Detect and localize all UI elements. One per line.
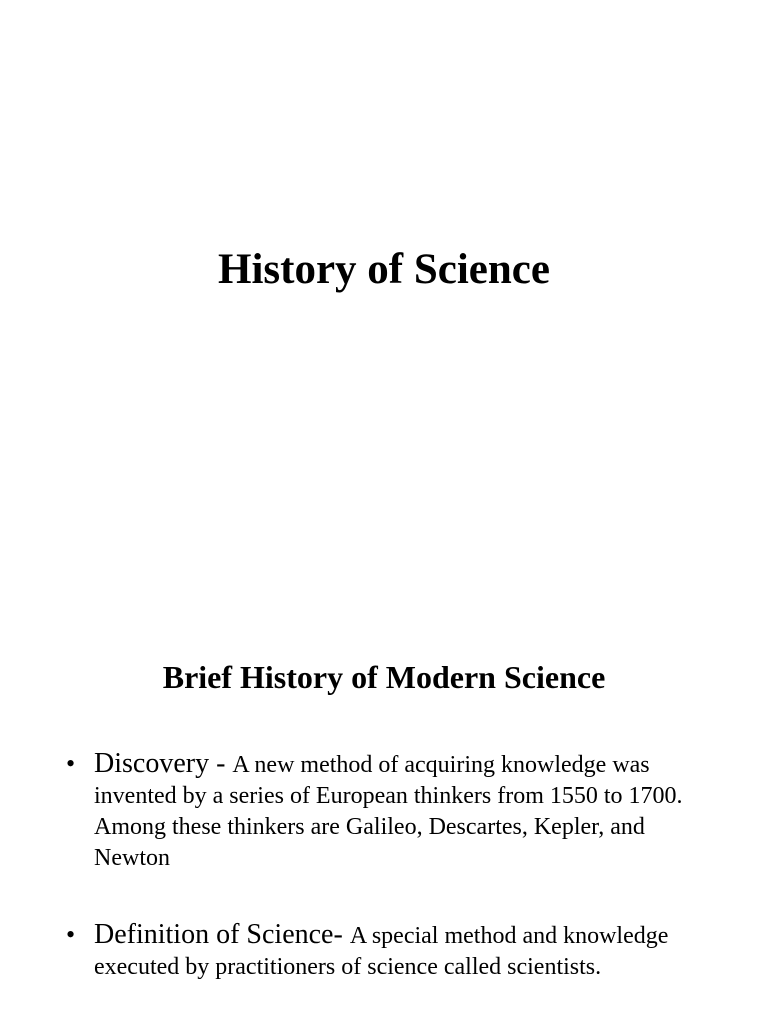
- bullet-term: Definition of Science-: [94, 919, 350, 950]
- bullet-list: [66, 748, 706, 1028]
- bullet-icon: •: [66, 749, 76, 778]
- page-title: History of Science: [218, 246, 550, 293]
- bullet-term: Discovery -: [94, 748, 233, 779]
- bullet-item-definition: [66, 919, 706, 983]
- section-title: Brief History of Modern Science: [162, 659, 606, 695]
- bullet-item-discovery: [66, 748, 706, 874]
- bullet-icon: •: [66, 920, 76, 949]
- bullet-text: A special method and knowledge executed by practitioners of science called scientists.: [94, 923, 669, 980]
- bullet-text: A new method of acquiring knowledge was invented by a series of European thinkers from 1550 to 1700. Among these thinkers are Galileo, Descartes, Kepler, and Newton: [94, 752, 683, 871]
- slide-content: [0, 620, 768, 1024]
